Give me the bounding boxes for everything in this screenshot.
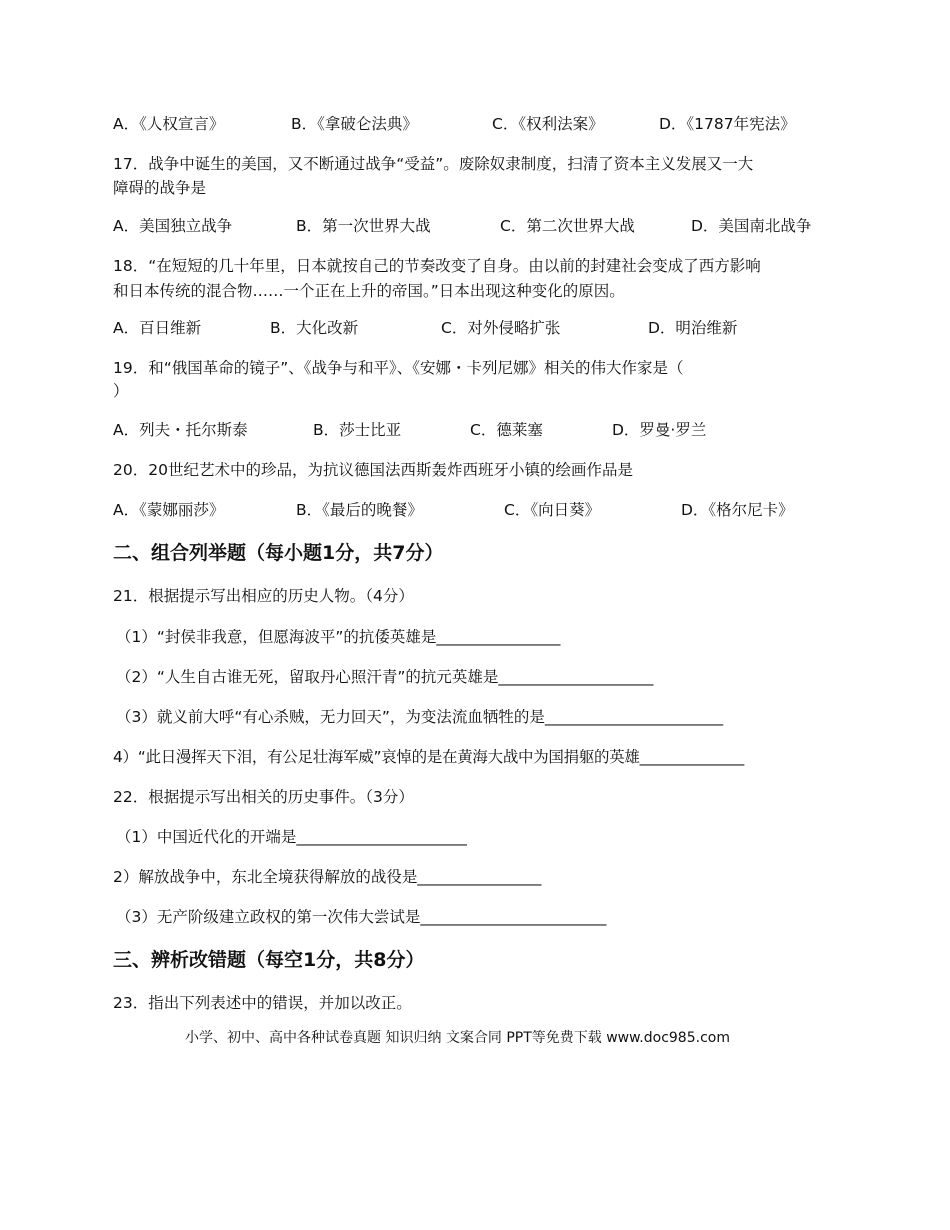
section2-title: 二、组合列举题（每小题1分，共7分） <box>113 542 444 564</box>
q20-option-d: D．《格尔尼卡》 <box>681 501 794 519</box>
page-footer: 小学、初中、高中各种试卷真题 知识归纳 文案合同 PPT等免费下载 www.doc985.com <box>185 1030 730 1046</box>
q22-stem: 22．根据提示写出相关的历史事件。（3分） <box>113 788 414 806</box>
q17-option-a: A．美国独立战争 <box>113 217 233 235</box>
q19-option-c: C．德莱塞 <box>470 421 543 439</box>
q16-option-c: C．《权利法案》 <box>492 115 604 133</box>
q17-option-d: D．美国南北战争 <box>691 217 812 235</box>
q21-stem: 21．根据提示写出相应的历史人物。（4分） <box>113 587 414 605</box>
q20-option-a: A．《蒙娜丽莎》 <box>113 501 225 519</box>
q22-item-3: （3）无产阶级建立政权的第一次伟大尝试是________________________ <box>116 908 607 926</box>
q20-option-b: B．《最后的晚餐》 <box>296 501 423 519</box>
q23-stem: 23．指出下列表述中的错误，并加以改正。 <box>113 994 412 1012</box>
q16-option-d: D．《1787年宪法》 <box>659 115 796 133</box>
q17-stem-line2: 障碍的战争是 <box>113 179 207 197</box>
section3-title: 三、辨析改错题（每空1分，共8分） <box>113 949 425 971</box>
q17-option-c: C．第二次世界大战 <box>500 217 635 235</box>
q20-option-c: C．《向日葵》 <box>504 501 601 519</box>
q20-stem: 20．20世纪艺术中的珍品，为抗议德国法西斯轰炸西班牙小镇的绘画作品是 <box>113 461 633 479</box>
q22-item-2: 2）解放战争中，东北全境获得解放的战役是________________ <box>113 868 542 886</box>
q19-stem-line1: 19．和“俄国革命的镜子”、《战争与和平》、《安娜・卡列尼娜》相关的伟大作家是（ <box>113 359 684 377</box>
q17-stem-line1: 17．战争中诞生的美国，又不断通过战争“受益”。废除奴隶制度，扫清了资本主义发展又一大 <box>113 155 754 173</box>
q21-item-2: （2）“人生自古谁无死，留取丹心照汗青”的抗元英雄是____________________ <box>116 668 654 686</box>
q19-stem-line2: ） <box>113 382 129 400</box>
q21-item-1: （1）“封侯非我意，但愿海波平”的抗倭英雄是________________ <box>116 628 561 646</box>
q18-option-a: A．百日维新 <box>113 319 202 337</box>
q18-option-b: B．大化改新 <box>270 319 359 337</box>
q19-option-b: B．莎士比亚 <box>313 421 402 439</box>
q16-option-a: A．《人权宣言》 <box>113 115 225 133</box>
q21-item-4: 4）“此日漫挥天下泪，有公足壮海军威”哀悼的是在黄海大战中为国捐躯的英雄______________ <box>113 748 744 766</box>
q18-stem-line1: 18．“在短短的几十年里，日本就按自己的节奏改变了自身。由以前的封建社会变成了西方影响 <box>113 257 761 275</box>
q19-option-a: A．列夫・托尔斯泰 <box>113 421 248 439</box>
q18-stem-line2: 和日本传统的混合物……一个正在上升的帝国。”日本出现这种变化的原因。 <box>113 282 625 300</box>
q18-option-d: D．明治维新 <box>648 319 738 337</box>
q22-item-1: （1）中国近代化的开端是______________________ <box>116 828 467 846</box>
q16-option-b: B．《拿破仑法典》 <box>291 115 418 133</box>
q21-item-3: （3）就义前大呼“有心杀贼，无力回天”，为变法流血牺牲的是_______________________ <box>116 708 724 726</box>
q17-option-b: B．第一次世界大战 <box>296 217 431 235</box>
q18-option-c: C．对外侵略扩张 <box>441 319 561 337</box>
q19-option-d: D．罗曼·罗兰 <box>612 421 707 439</box>
